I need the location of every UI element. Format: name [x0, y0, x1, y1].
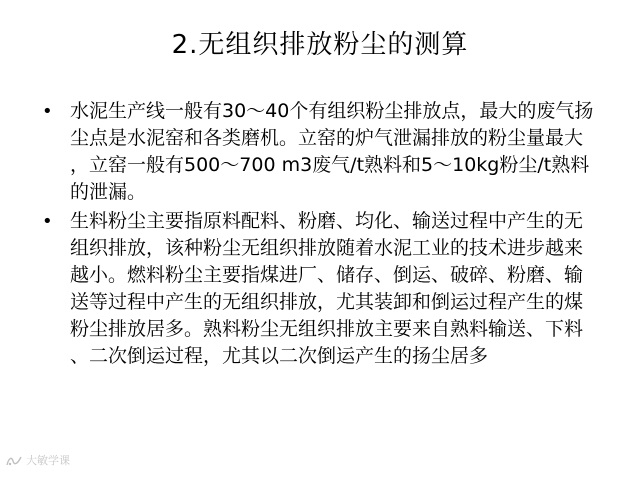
logo-icon	[6, 455, 22, 467]
bullet-text: 生料粉尘主要指原料配料、粉磨、均化、输送过程中产生的无组织排放，该种粉尘无组织排放随着水泥工业的技术进步越来越小。燃料粉尘主要指煤进厂、储存、倒运、破碎、粉磨、输送等过程中产生的无组织排放，尤其装卸和倒运过程产生的煤粉尘排放居多。熟料粉尘无组织排放主要来自熟料输送、下料、二次倒运过程，尤其以二次倒运产生的扬尘居多	[70, 210, 584, 367]
bullet-item-2	[38, 208, 598, 370]
watermark	[6, 454, 70, 468]
bullet-text: 水泥生产线一般有30～40个有组织粉尘排放点，最大的废气扬尘点是水泥窑和各类磨机。立窑的炉气泄漏排放的粉尘量最大，立窑一般有500～700 m3废气/t熟料和5～10kg粉尘/t熟料的泄漏。	[70, 100, 594, 203]
slide-title: 2.无组织排放粉尘的测算	[171, 30, 469, 60]
bullet-item-1	[38, 98, 598, 206]
bullet-marker: •	[42, 211, 53, 232]
bullet-list	[38, 98, 598, 372]
bullet-marker: •	[42, 101, 53, 122]
watermark-text: 大敏学课	[26, 454, 70, 467]
